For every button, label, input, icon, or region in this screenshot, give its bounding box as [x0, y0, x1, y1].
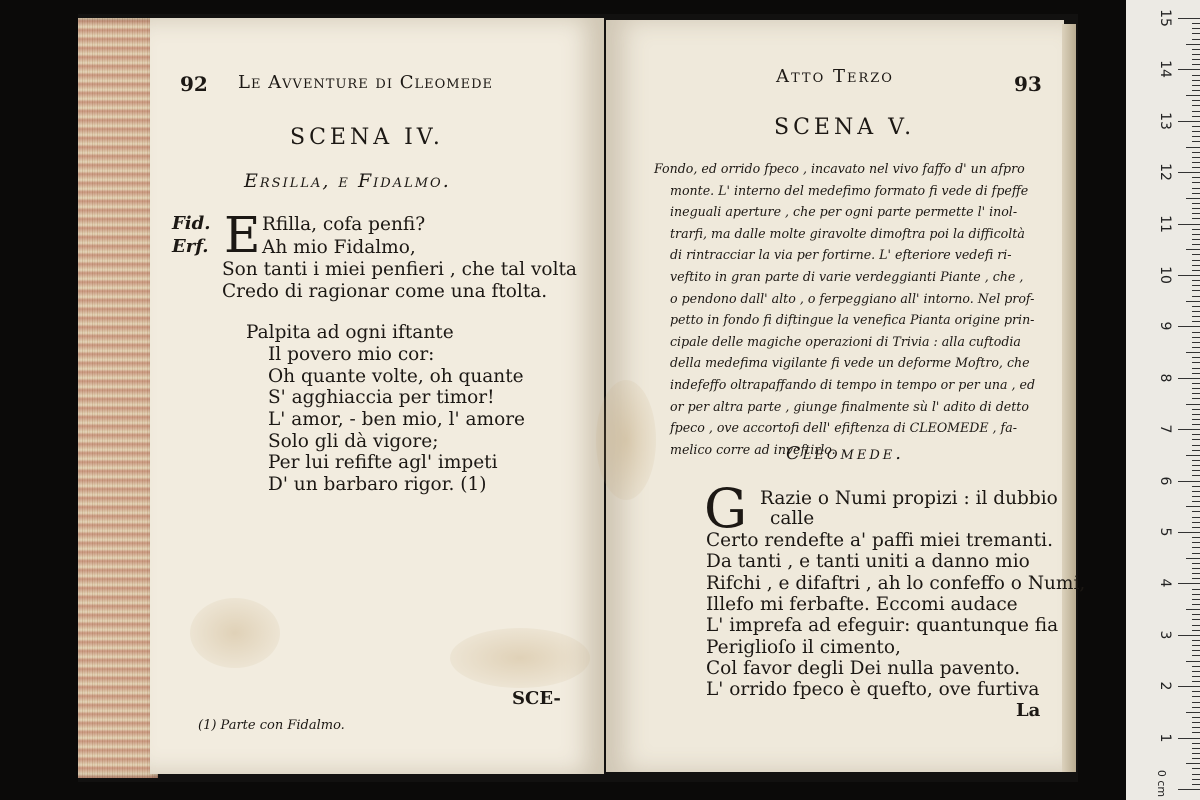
- ruler-tick: [1192, 753, 1200, 754]
- ruler-tick: [1186, 763, 1200, 764]
- dialogue-line: Son tanti i miei penfieri , che tal volta: [222, 259, 577, 280]
- ruler-tick: [1192, 547, 1200, 548]
- ruler-tick: [1192, 332, 1200, 333]
- ruler-tick: [1178, 172, 1200, 173]
- ruler-tick: [1192, 578, 1200, 579]
- ruler-tick: [1186, 712, 1200, 713]
- ruler-tick: [1192, 774, 1200, 775]
- ruler-tick: [1192, 208, 1200, 209]
- page-edges: [78, 18, 158, 778]
- ruler-tick: [1192, 717, 1200, 718]
- right-catchword: La: [1016, 700, 1041, 721]
- ruler-tick: [1192, 177, 1200, 178]
- stage-direction: [654, 158, 1054, 460]
- ruler-tick: [1192, 152, 1200, 153]
- ruler-tick: [1192, 188, 1200, 189]
- stage-line: or per altra parte , giunge finalmente sù l' adito di detto: [670, 398, 1029, 414]
- ruler-number: 15: [1157, 9, 1173, 27]
- ruler-tick: [1192, 496, 1200, 497]
- right-scene-title: SCENA V.: [774, 115, 916, 140]
- stage-line: trarfi, ma dalle molte giravolte dimoftra poi la difficoltà: [670, 225, 1025, 241]
- ruler-number: 8: [1157, 373, 1173, 383]
- verse-line: Illefo mi ferbafte. Eccomi audace: [706, 594, 1018, 615]
- ruler-tick: [1192, 491, 1200, 492]
- ruler-tick: [1192, 285, 1200, 286]
- ruler-tick: [1186, 147, 1200, 148]
- verse-line: Periglioſo il cimento,: [706, 637, 901, 658]
- ruler-tick: [1192, 306, 1200, 307]
- aria-line: Palpita ad ogni iftante: [246, 322, 454, 343]
- stage-line: fpeco , ove accortofi dell' efiftenza di CLEOMEDE , fa-: [670, 420, 1017, 436]
- ruler-tick: [1186, 44, 1200, 45]
- ruler-number: 9: [1157, 321, 1173, 331]
- ruler-tick: [1192, 460, 1200, 461]
- ruler-tick: [1186, 404, 1200, 405]
- ruler-tick: [1178, 532, 1200, 533]
- ruler-tick: [1192, 373, 1200, 374]
- ruler-tick: [1192, 193, 1200, 194]
- dialogue-line: Rfilla, cofa penfi?: [262, 214, 426, 235]
- stage-line: melico corre ad inveftirlo.: [670, 441, 836, 457]
- ruler-tick: [1192, 85, 1200, 86]
- ruler-tick: [1192, 265, 1200, 266]
- ruler-tick: [1192, 696, 1200, 697]
- ruler-tick: [1192, 702, 1200, 703]
- ruler-tick: [1178, 429, 1200, 430]
- ruler-tick: [1192, 218, 1200, 219]
- stage-line: petto in fondo fi diftingue la venefica Pianta origine prin-: [670, 312, 1035, 328]
- ruler-number: 2: [1157, 681, 1173, 691]
- speaker-ers: Erf.: [172, 236, 209, 257]
- ruler-tick: [1192, 563, 1200, 564]
- ruler-tick: [1192, 23, 1200, 24]
- ruler-tick: [1192, 666, 1200, 667]
- ruler-tick: [1192, 501, 1200, 502]
- ruler-tick: [1192, 157, 1200, 158]
- dialogue-line: Ah mio Fidalmo,: [262, 237, 416, 258]
- ruler-tick: [1192, 655, 1200, 656]
- ruler-tick: [1192, 54, 1200, 55]
- right-speaker: Cleomede.: [786, 443, 904, 464]
- ruler-tick: [1192, 409, 1200, 410]
- ruler-tick: [1186, 95, 1200, 96]
- ruler-tick: [1192, 33, 1200, 34]
- measuring-ruler: [1126, 0, 1200, 800]
- ruler-tick: [1178, 481, 1200, 482]
- ruler-tick: [1178, 275, 1200, 276]
- aria-line: Il povero mio cor:: [268, 344, 435, 365]
- ruler-tick: [1186, 352, 1200, 353]
- ruler-number: 6: [1157, 476, 1173, 486]
- ruler-tick: [1192, 537, 1200, 538]
- aria-line: S' agghiaccia per timor!: [268, 387, 495, 408]
- ruler-tick: [1192, 290, 1200, 291]
- ruler-tick: [1192, 75, 1200, 76]
- ruler-tick: [1192, 105, 1200, 106]
- ruler-tick: [1192, 357, 1200, 358]
- ruler-number: 1: [1157, 733, 1173, 743]
- ruler-tick: [1192, 337, 1200, 338]
- verse-line: Certo rendefte a' paffi miei tremanti.: [706, 530, 1053, 551]
- ruler-tick: [1192, 280, 1200, 281]
- ruler-number: 3: [1157, 630, 1173, 640]
- stage-line: cipale delle magiche operazioni di Trivia : alla cuftodia: [670, 333, 1021, 349]
- aria-line: Per lui refifte agl' impeti: [268, 452, 498, 473]
- ruler-tick: [1178, 789, 1200, 790]
- verse-line: calle: [770, 508, 815, 529]
- ruler-tick: [1178, 378, 1200, 379]
- stage-line: ineguali aperture , che per ogni parte permette l' inol-: [670, 204, 1018, 220]
- verse-line: Da tanti , e tanti uniti a danno mio: [706, 551, 1030, 572]
- ruler-tick: [1192, 388, 1200, 389]
- ruler-tick: [1192, 167, 1200, 168]
- ruler-tick: [1192, 203, 1200, 204]
- ruler-tick: [1192, 722, 1200, 723]
- ruler-tick: [1192, 768, 1200, 769]
- left-running-head: Le Avventure di Cleomede: [238, 72, 493, 93]
- ruler-number: 11: [1157, 214, 1173, 233]
- ruler-tick: [1192, 450, 1200, 451]
- ruler-tick: [1192, 126, 1200, 127]
- verse-line: Rifchi , e difaftri , ah lo confeffo o Numi,: [706, 573, 1086, 594]
- ruler-number: 10: [1157, 266, 1173, 284]
- stage-line: o pendono dall' alto , o ferpeggiano all' intorno. Nel prof-: [670, 290, 1035, 306]
- ruler-tick: [1192, 599, 1200, 600]
- ruler-number: 13: [1157, 111, 1173, 130]
- ruler-tick: [1192, 414, 1200, 415]
- ruler-tick: [1192, 362, 1200, 363]
- ruler-tick: [1192, 470, 1200, 471]
- ruler-tick: [1192, 234, 1200, 235]
- ruler-tick: [1192, 604, 1200, 605]
- ruler-tick: [1192, 553, 1200, 554]
- ruler-tick: [1192, 573, 1200, 574]
- ruler-tick: [1192, 743, 1200, 744]
- ruler-tick: [1192, 439, 1200, 440]
- ruler-number: 5: [1157, 527, 1173, 537]
- verse-line: Col favor degli Dei nulla pavento.: [706, 658, 1021, 679]
- ruler-tick: [1192, 342, 1200, 343]
- verse-line: L' imprefa ad efeguir: quantunque fia: [706, 615, 1059, 636]
- ruler-tick: [1192, 59, 1200, 60]
- ruler-tick: [1192, 131, 1200, 132]
- left-characters: Ersilla, e Fidalmo.: [244, 170, 451, 192]
- ruler-tick: [1178, 738, 1200, 739]
- verse-line: Razie o Numi propizi : il dubbio: [760, 488, 1058, 509]
- stage-line: indefeffo oltrapaffando di tempo in tempo or per una , ed: [670, 376, 1036, 392]
- speaker-fid: Fid.: [172, 213, 211, 234]
- ruler-tick: [1192, 49, 1200, 50]
- stage-line: della medefima vigilante fi vede un deforme Moftro, che: [670, 355, 1030, 371]
- ruler-tick: [1186, 198, 1200, 199]
- ruler-tick: [1192, 28, 1200, 29]
- ruler-tick: [1192, 239, 1200, 240]
- ruler-tick: [1192, 254, 1200, 255]
- ruler-tick: [1192, 589, 1200, 590]
- ruler-tick: [1192, 465, 1200, 466]
- ruler-tick: [1192, 296, 1200, 297]
- ruler-tick: [1192, 111, 1200, 112]
- ruler-tick: [1178, 121, 1200, 122]
- ruler-number: 12: [1157, 163, 1173, 182]
- ruler-tick: [1192, 311, 1200, 312]
- ruler-tick: [1192, 671, 1200, 672]
- aria-line: L' amor, - ben mio, l' amore: [268, 409, 525, 430]
- aria-line: D' un barbaro rigor. (1): [268, 474, 487, 495]
- ruler-tick: [1178, 326, 1200, 327]
- ruler-tick: [1192, 383, 1200, 384]
- left-footnote: (1) Parte con Fidalmo.: [198, 718, 345, 733]
- ruler-number: 14: [1157, 60, 1173, 79]
- ruler-tick: [1192, 116, 1200, 117]
- stage-line: monte. L' interno del medefimo formato fi vede di fpeffe: [670, 182, 1029, 198]
- ruler-tick: [1192, 522, 1200, 523]
- right-running-head: Atto Terzo: [776, 66, 894, 87]
- ruler-tick: [1192, 64, 1200, 65]
- ruler-tick: [1192, 445, 1200, 446]
- ruler-tick: [1192, 244, 1200, 245]
- ruler-tick: [1192, 568, 1200, 569]
- ruler-tick: [1192, 779, 1200, 780]
- right-folio: 93: [1014, 72, 1042, 96]
- aria-line: Oh quante volte, oh quante: [268, 366, 524, 387]
- ruler-tick: [1192, 316, 1200, 317]
- aria-line: Solo gli dà vigore;: [268, 431, 439, 452]
- ruler-tick: [1178, 224, 1200, 225]
- ruler-tick: [1192, 347, 1200, 348]
- ruler-tick: [1178, 18, 1200, 19]
- ruler-number: 4: [1157, 578, 1173, 588]
- ruler-tick: [1192, 511, 1200, 512]
- ruler-tick: [1192, 182, 1200, 183]
- ruler-tick: [1178, 686, 1200, 687]
- ruler-tick: [1192, 748, 1200, 749]
- ruler-tick: [1192, 691, 1200, 692]
- ruler-tick: [1192, 681, 1200, 682]
- ruler-tick: [1186, 249, 1200, 250]
- ruler-tick: [1178, 635, 1200, 636]
- ruler-tick: [1178, 583, 1200, 584]
- ruler-tick: [1186, 609, 1200, 610]
- ruler-tick: [1192, 424, 1200, 425]
- ruler-tick: [1192, 650, 1200, 651]
- ruler-tick: [1192, 270, 1200, 271]
- ruler-tick: [1192, 594, 1200, 595]
- dialogue-line: Credo di ragionar come una ftolta.: [222, 281, 548, 302]
- ruler-tick: [1186, 455, 1200, 456]
- ruler-tick: [1192, 517, 1200, 518]
- ruler-tick: [1192, 90, 1200, 91]
- ruler-tick: [1192, 727, 1200, 728]
- left-drop-cap: E: [224, 206, 261, 264]
- ruler-tick: [1192, 260, 1200, 261]
- ruler-tick: [1192, 100, 1200, 101]
- ruler-tick: [1186, 661, 1200, 662]
- ruler-tick: [1192, 229, 1200, 230]
- stage-line: di rintracciar la via per fortirne. L' efteriore vedefi ri-: [670, 247, 1012, 263]
- ruler-tick: [1192, 486, 1200, 487]
- ruler-tick: [1192, 368, 1200, 369]
- ruler-tick: [1192, 475, 1200, 476]
- ruler-tick: [1192, 645, 1200, 646]
- ruler-tick: [1192, 398, 1200, 399]
- left-catchword: SCE-: [512, 688, 561, 709]
- ruler-tick: [1192, 321, 1200, 322]
- ruler-unit: 0 cm: [1155, 769, 1169, 798]
- ruler-tick: [1192, 527, 1200, 528]
- ruler-tick: [1192, 39, 1200, 40]
- verse-line: L' orrido fpeco è quefto, ove furtiva: [706, 679, 1040, 700]
- ruler-tick: [1178, 69, 1200, 70]
- ruler-tick: [1192, 434, 1200, 435]
- ruler-tick: [1192, 393, 1200, 394]
- ruler-tick: [1192, 630, 1200, 631]
- ruler-tick: [1192, 640, 1200, 641]
- ruler-tick: [1192, 784, 1200, 785]
- ruler-tick: [1192, 676, 1200, 677]
- ruler-tick: [1192, 162, 1200, 163]
- left-scene-title: SCENA IV.: [290, 125, 444, 150]
- ruler-tick: [1192, 141, 1200, 142]
- left-folio: 92: [180, 72, 208, 96]
- right-page-edge: [1062, 24, 1076, 772]
- ruler-tick: [1192, 619, 1200, 620]
- ruler-tick: [1186, 301, 1200, 302]
- ruler-number: 7: [1157, 424, 1173, 434]
- ruler-tick: [1192, 614, 1200, 615]
- ruler-tick: [1186, 558, 1200, 559]
- right-drop-cap: G: [704, 477, 748, 540]
- stage-line: veftito in gran parte di varie verdeggianti Piante , che ,: [670, 268, 1024, 284]
- ruler-tick: [1192, 213, 1200, 214]
- ruler-tick: [1192, 625, 1200, 626]
- ruler-tick: [1192, 542, 1200, 543]
- ruler-tick: [1192, 732, 1200, 733]
- ruler-tick: [1192, 758, 1200, 759]
- ruler-tick: [1192, 80, 1200, 81]
- ruler-tick: [1192, 136, 1200, 137]
- ruler-tick: [1186, 506, 1200, 507]
- ruler-tick: [1192, 419, 1200, 420]
- ruler-tick: [1192, 707, 1200, 708]
- stage-line: Fondo, ed orrido fpeco , incavato nel vivo faffo d' un afpro: [654, 161, 1025, 176]
